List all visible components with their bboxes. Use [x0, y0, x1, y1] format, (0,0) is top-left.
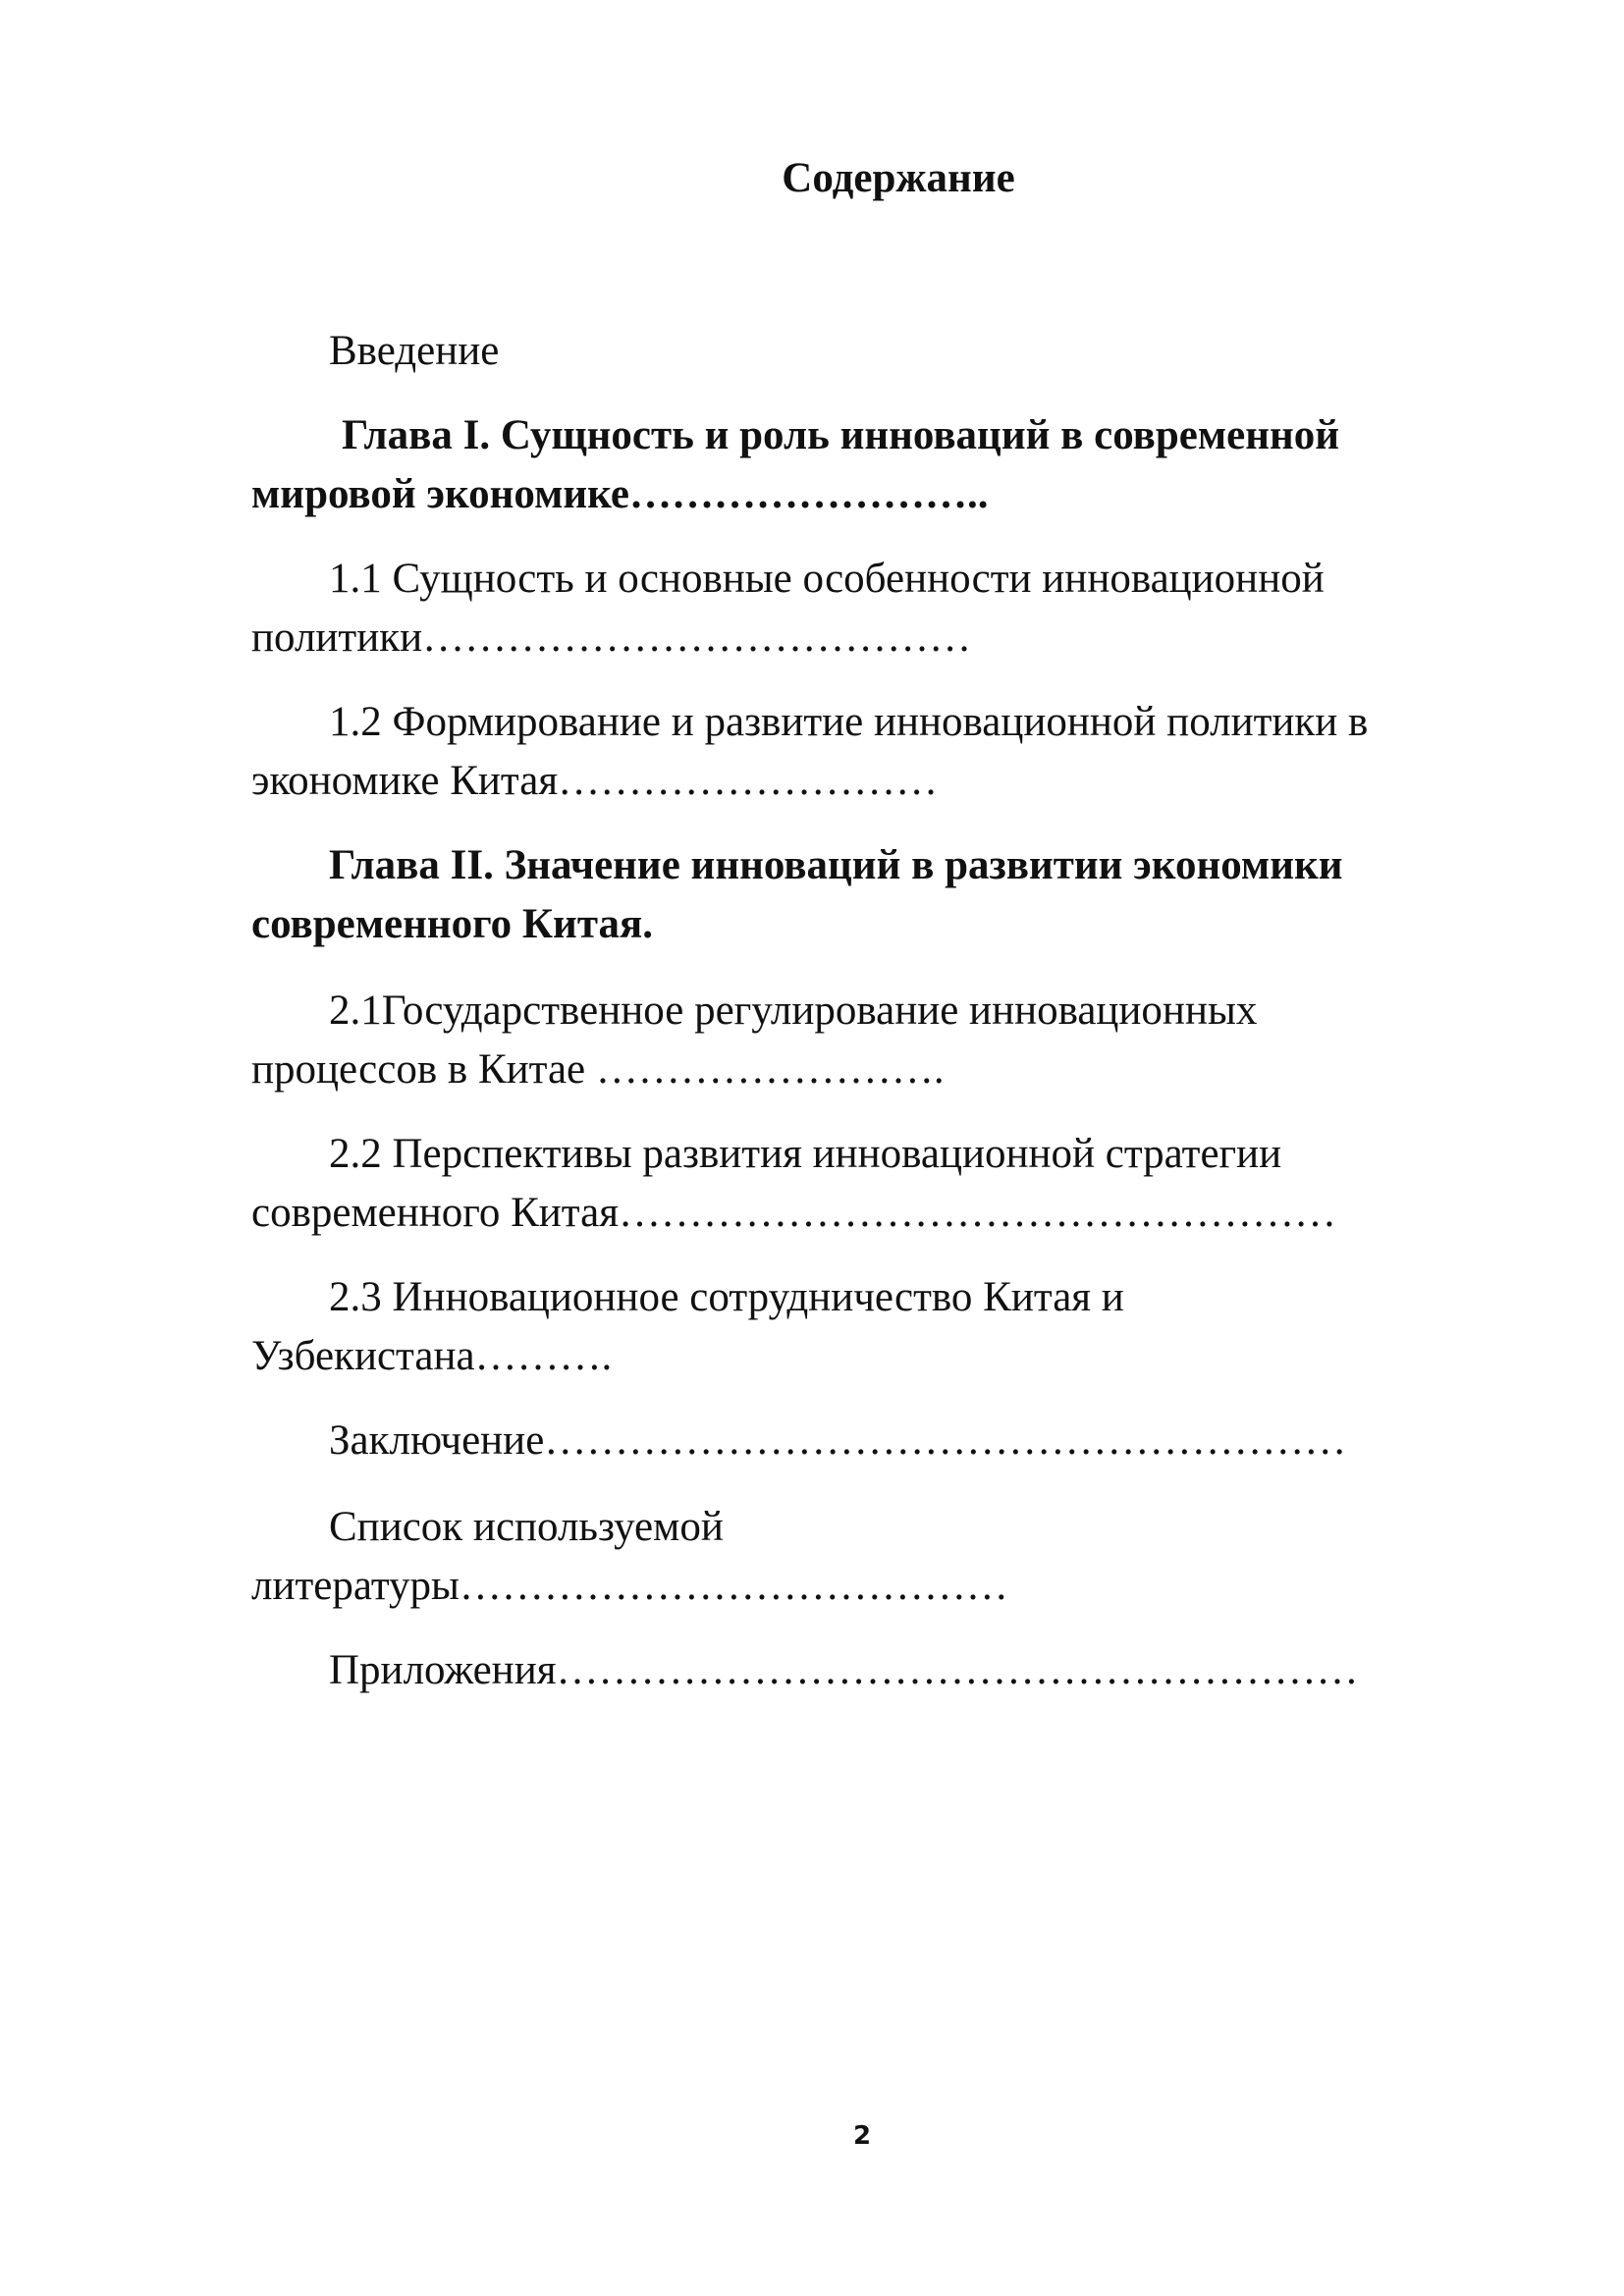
- toc-entry-section-2-2: [251, 1125, 1430, 1243]
- page-number: 2: [852, 2121, 872, 2151]
- toc-entry-section-2-3: [251, 1268, 1430, 1386]
- toc-entry-introduction: [251, 322, 1430, 381]
- toc-entry-text: литературы…………………………………: [251, 1563, 1008, 1609]
- toc-entry-text: процессов в Китае …………………….: [251, 1046, 945, 1093]
- toc-entry-text: 1.1 Сущность и основные особенности инновационной: [329, 556, 1325, 602]
- toc-entry-section-1-1: [251, 550, 1430, 667]
- toc-entry-text: Заключение…………………………………………………: [329, 1417, 1347, 1464]
- toc-entry-text: Введение: [329, 328, 500, 374]
- toc-entry-text: современного Китая……………………………………………: [251, 1190, 1336, 1236]
- toc-entry-text: политики…………………………………: [251, 614, 972, 661]
- toc-entry-appendix: [251, 1641, 1430, 1700]
- page-title: Содержание: [782, 155, 1015, 201]
- toc-entry-text: мировой экономике……………………..: [251, 471, 989, 517]
- toc-entry-section-1-2: [251, 693, 1430, 811]
- toc-entry-chapter-2: [251, 836, 1430, 954]
- toc-entry-text: Приложения…………………………………………………: [329, 1647, 1359, 1693]
- toc-entry-text: экономике Китая………………………: [251, 758, 939, 804]
- toc-entry-text: Глава II. Значение инноваций в развитии экономики: [329, 842, 1343, 888]
- toc-entry-chapter-1: [251, 406, 1430, 524]
- toc-entry-conclusion: [251, 1412, 1430, 1470]
- toc-entry-text: 2.1Государственное регулирование инновационных: [329, 988, 1258, 1034]
- toc-entry-references: [251, 1498, 1430, 1616]
- toc-entry-text: современного Китая.: [251, 901, 653, 947]
- toc-entry-text: 2.2 Перспективы развития инновационной стратегии: [329, 1131, 1282, 1177]
- toc-entry-text: Узбекистана……….: [251, 1333, 613, 1379]
- toc-entry-text: Список используемой: [329, 1504, 724, 1550]
- toc-entry-section-2-1: [251, 982, 1430, 1099]
- toc-entry-text: Глава I. Сущность и роль инноваций в современной: [342, 412, 1340, 458]
- toc-entry-text: 2.3 Инновационное сотрудничество Китая и: [329, 1274, 1124, 1320]
- toc-entry-text: 1.2 Формирование и развитие инновационной политики в: [329, 699, 1369, 745]
